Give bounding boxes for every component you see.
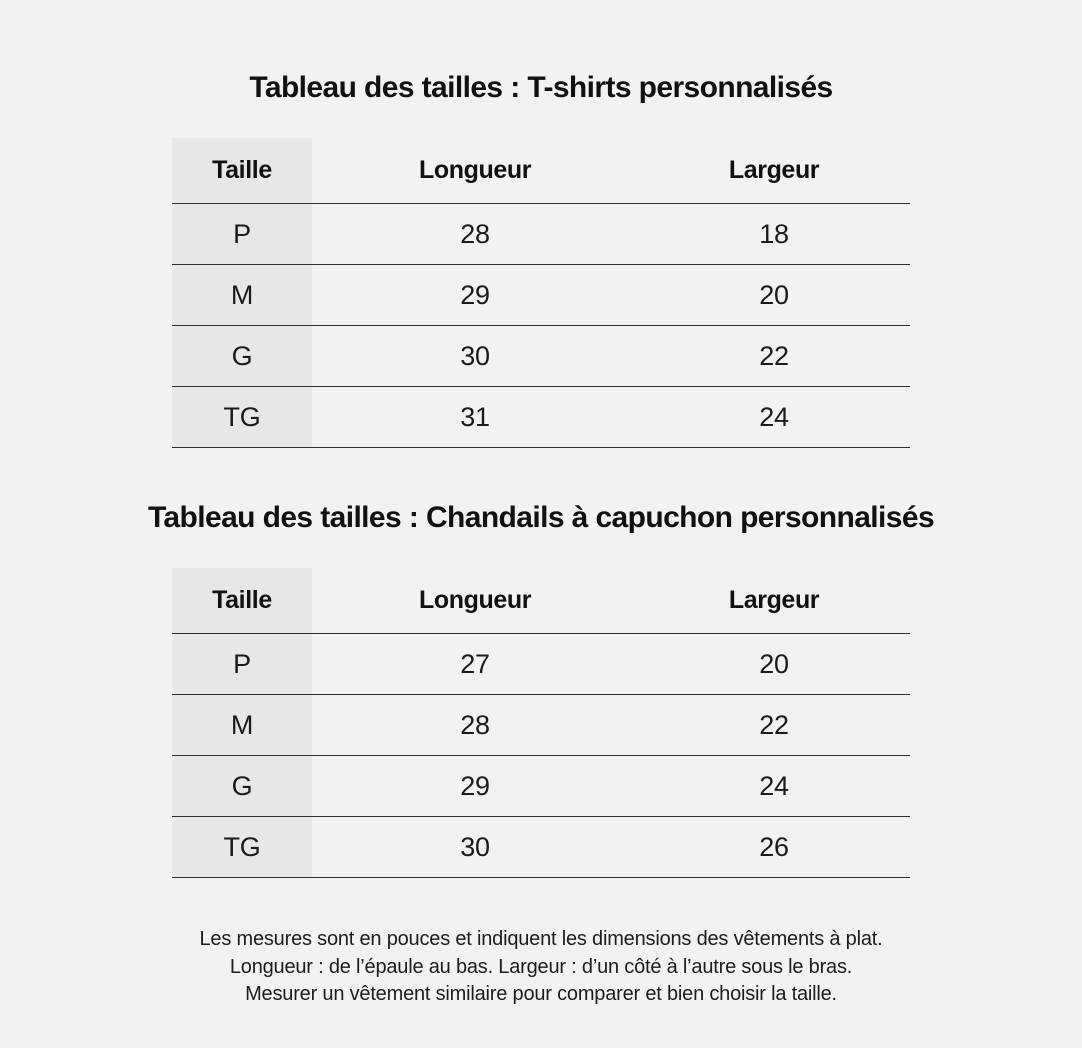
size-cell: G: [172, 756, 312, 817]
note-line-definitions: Longueur : de l’épaule au bas. Largeur : d’un côté à l’autre sous le bras.: [229, 955, 853, 978]
size-cell: TG: [172, 387, 312, 448]
note-line-units: Les mesures sont en pouces et indiquent les dimensions des vêtements à plat.: [199, 928, 883, 950]
hoodie-table-title: Tableau des tailles : Chandails à capuchon personnalisés: [147, 501, 935, 534]
tshirt-column-header-largeur: Largeur: [638, 138, 910, 204]
longueur-cell: 27: [312, 634, 638, 695]
longueur-cell: 28: [312, 695, 638, 756]
tshirt-column-header-longueur: Longueur: [312, 138, 638, 204]
size-cell: TG: [172, 817, 312, 878]
size-cell: G: [172, 326, 312, 387]
hoodie-column-header-taille: Taille: [172, 568, 312, 634]
table-row: [172, 634, 910, 695]
longueur-cell: 31: [312, 387, 638, 448]
table-row: [172, 695, 910, 756]
longueur-cell: 29: [312, 756, 638, 817]
table-row: [172, 204, 910, 265]
tshirt-size-table: [172, 138, 910, 448]
largeur-cell: 24: [638, 756, 910, 817]
largeur-cell: 20: [638, 265, 910, 326]
size-cell: P: [172, 204, 312, 265]
largeur-cell: 22: [638, 326, 910, 387]
longueur-cell: 30: [312, 817, 638, 878]
size-cell: M: [172, 265, 312, 326]
largeur-cell: 26: [638, 817, 910, 878]
largeur-cell: 24: [638, 387, 910, 448]
note-line-advice: Mesurer un vêtement similaire pour comparer et bien choisir la taille.: [245, 983, 837, 1005]
hoodie-size-table: [172, 568, 910, 878]
tshirt-column-header-taille: Taille: [172, 138, 312, 204]
hoodie-header-row: [172, 568, 910, 634]
largeur-cell: 20: [638, 634, 910, 695]
measurement-note: [0, 926, 1082, 1009]
largeur-cell: 22: [638, 695, 910, 756]
table-row: [172, 265, 910, 326]
table-row: [172, 817, 910, 878]
longueur-cell: 29: [312, 265, 638, 326]
table-row: [172, 326, 910, 387]
longueur-cell: 30: [312, 326, 638, 387]
size-cell: M: [172, 695, 312, 756]
longueur-cell: 28: [312, 204, 638, 265]
hoodie-column-header-largeur: Largeur: [638, 568, 910, 634]
table-row: [172, 756, 910, 817]
table-row: [172, 387, 910, 448]
tshirt-header-row: [172, 138, 910, 204]
size-cell: P: [172, 634, 312, 695]
largeur-cell: 18: [638, 204, 910, 265]
tshirt-table-title: Tableau des tailles : T-shirts personnalisés: [249, 71, 833, 104]
hoodie-column-header-longueur: Longueur: [312, 568, 638, 634]
